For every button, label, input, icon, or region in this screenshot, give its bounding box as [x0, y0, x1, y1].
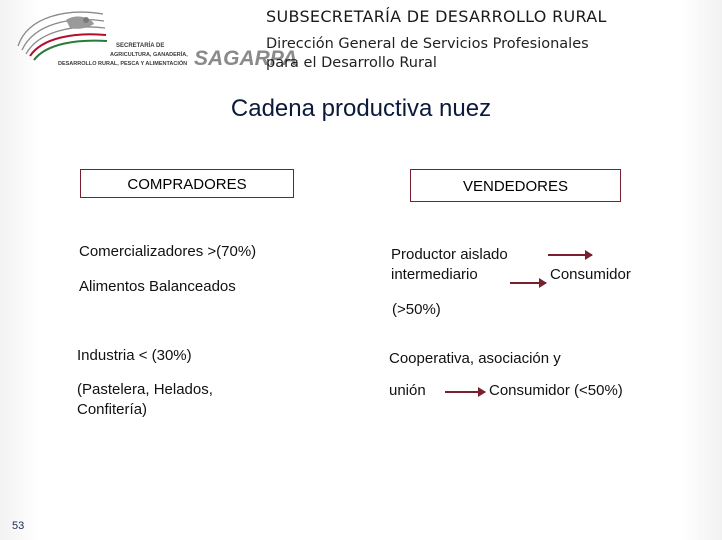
- header-subtitle-line1: Dirección General de Servicios Profesionales: [266, 36, 589, 52]
- seller-share-1: (>50%): [392, 301, 441, 318]
- buyer-item-industria-detail-line2: Confitería): [77, 401, 148, 418]
- buyer-item-comercializadores: Comercializadores >(70%): [79, 243, 257, 260]
- seller-line-union: unión: [389, 382, 426, 399]
- logo-brand: SAGARPA: [194, 47, 298, 70]
- page-title: Cadena productiva nuez: [230, 95, 492, 122]
- mexican-eagle-emblem-icon: [8, 6, 298, 76]
- compradores-heading: COMPRADORES: [80, 169, 294, 198]
- seller-line-productor: Productor aislado: [391, 246, 508, 263]
- header-subtitle-line2: para el Desarrollo Rural: [266, 55, 437, 71]
- seller-line-cooperativa: Cooperativa, asociación y: [389, 350, 561, 367]
- vendedores-heading: VENDEDORES: [410, 169, 621, 202]
- sagarpa-logo: [8, 6, 298, 76]
- logo-text-line2: AGRICULTURA, GANADERÍA,: [110, 52, 188, 58]
- logo-text-line1: SECRETARÍA DE: [116, 43, 165, 49]
- logo-text-line3: DESARROLLO RURAL, PESCA Y ALIMENTACIÓN: [58, 61, 188, 67]
- page-number: 53: [12, 520, 25, 532]
- arrow-right-icon: [510, 282, 546, 284]
- header-title: SUBSECRETARÍA DE DESARROLLO RURAL: [266, 7, 607, 26]
- seller-consumer-1: Consumidor: [550, 266, 631, 283]
- arrow-right-icon: [548, 254, 592, 256]
- seller-consumer-2: Consumidor (<50%): [489, 382, 623, 399]
- buyer-item-industria-detail-line1: (Pastelera, Helados,: [77, 381, 213, 398]
- arrow-right-icon: [445, 391, 485, 393]
- buyer-item-alimentos: Alimentos Balanceados: [79, 278, 236, 295]
- buyer-item-industria: Industria < (30%): [77, 347, 192, 364]
- seller-line-intermediario: intermediario: [391, 266, 478, 283]
- header-subtitle: [266, 35, 589, 73]
